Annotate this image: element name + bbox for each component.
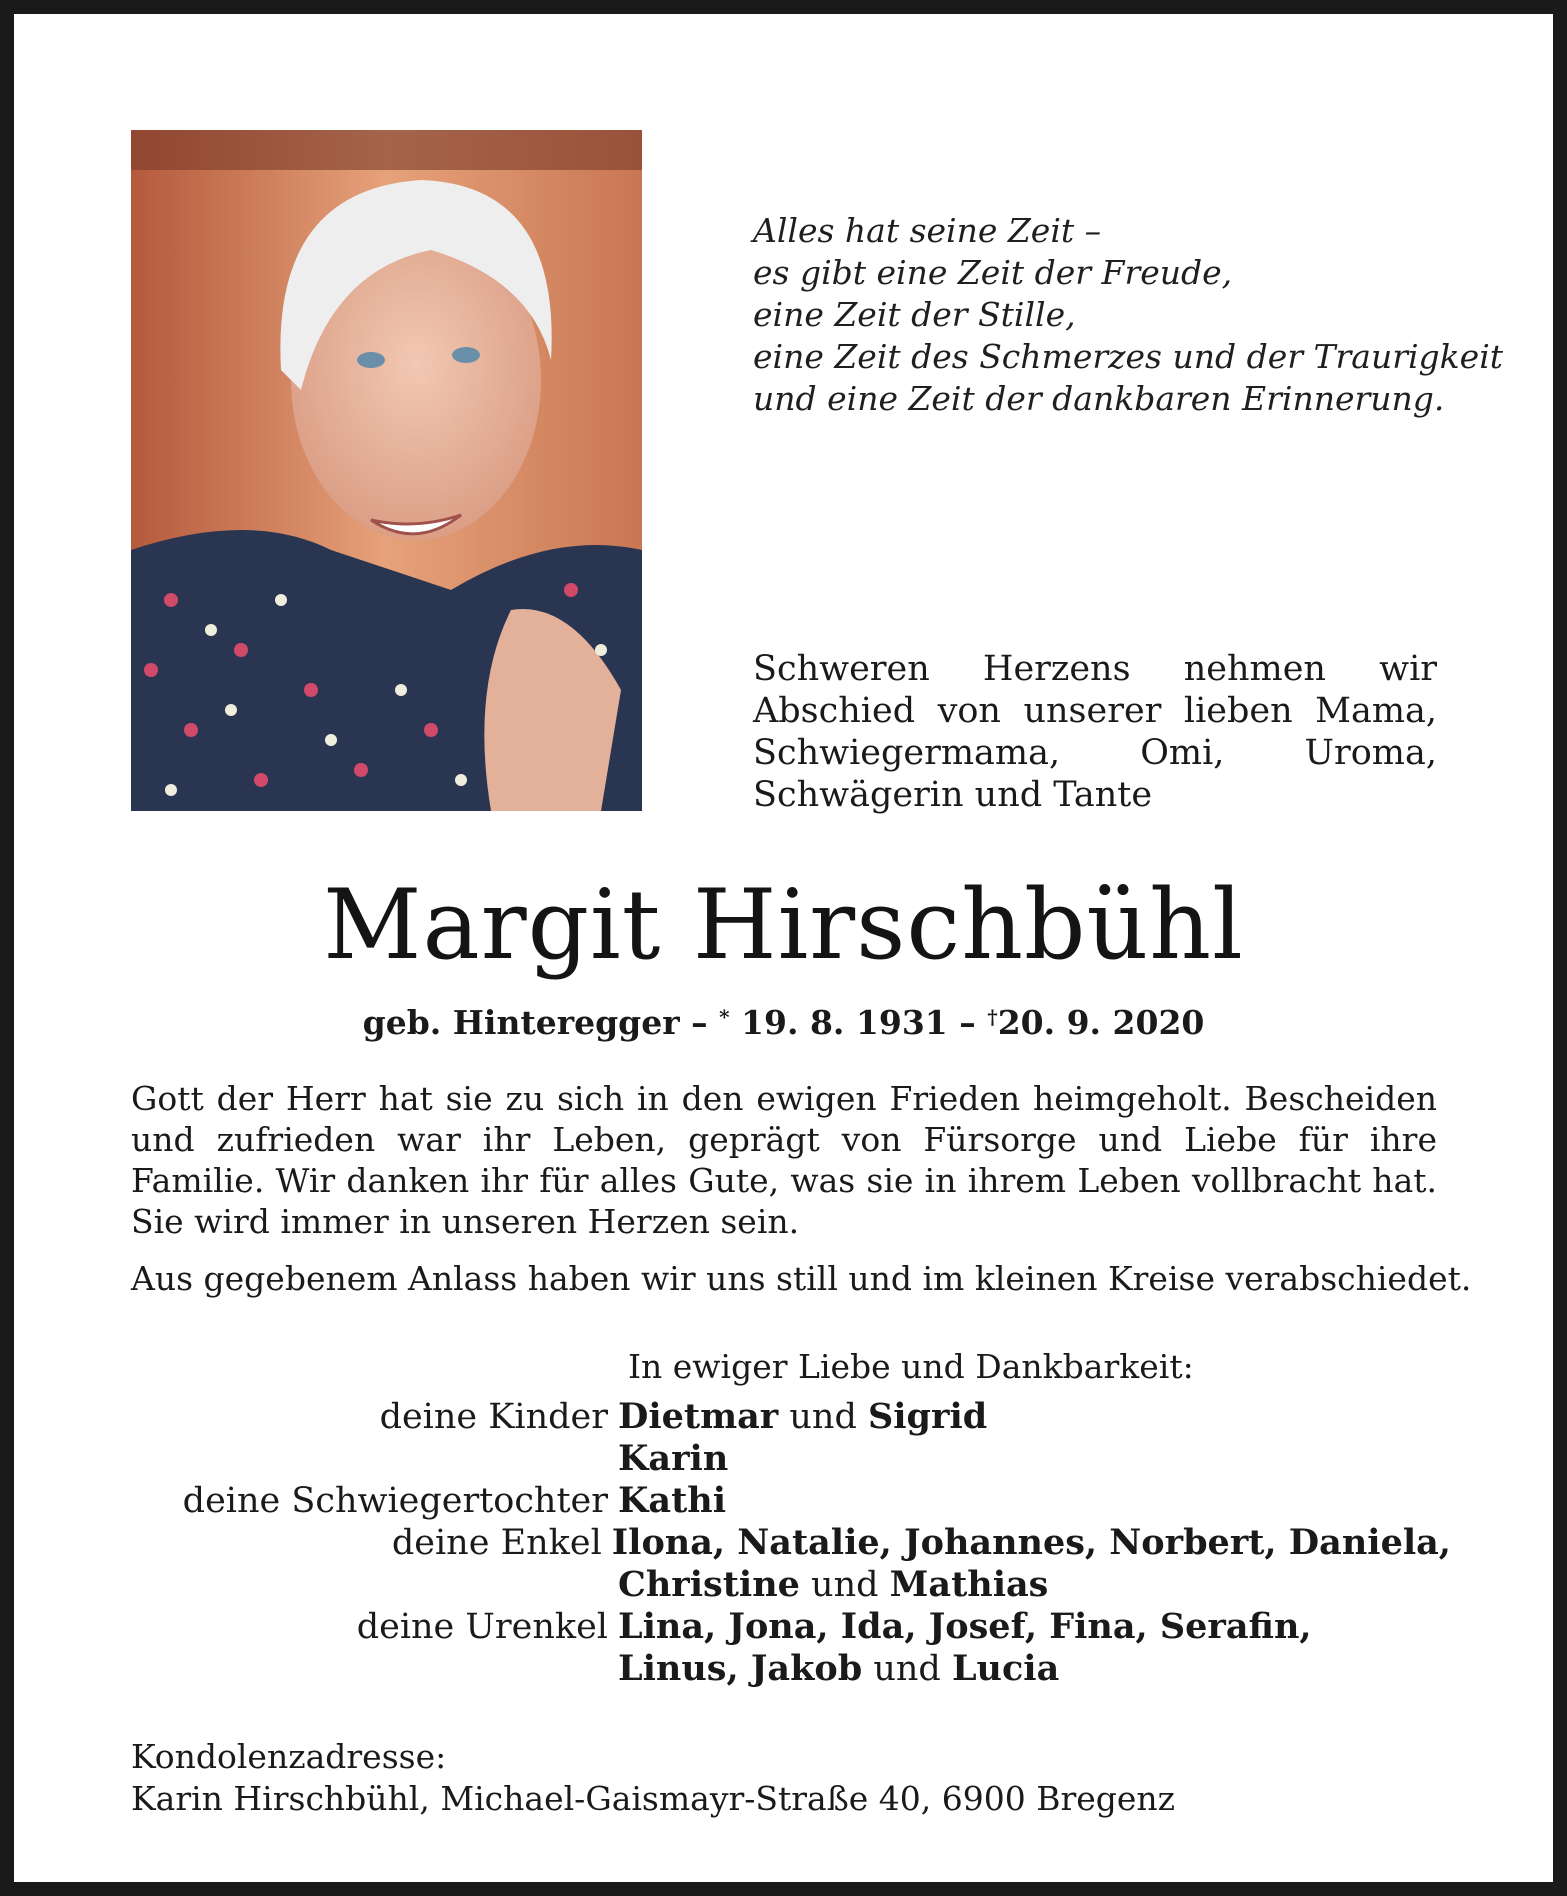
condolence-address [131, 1736, 1175, 1820]
mourner-name: Kathi [618, 1480, 727, 1521]
condolence-label: Kondolenzadresse: [131, 1737, 447, 1776]
relation-label: deine Enkel [391, 1523, 602, 1563]
deceased-name: Margit Hirschbühl [323, 869, 1244, 981]
mourner-row-schwiegertochter [131, 1480, 1451, 1522]
poem-line: eine Zeit der Stille, [753, 295, 1076, 334]
poem-line: Alles hat seine Zeit – [753, 211, 1102, 250]
relation-label: deine Schwiegertochter [182, 1481, 608, 1521]
poem-line: es gibt eine Zeit der Freude, [753, 253, 1233, 292]
poem-line: und eine Zeit der dankbaren Erinnerung. [753, 379, 1445, 418]
farewell-paragraph: Aus gegebenem Anlass haben wir uns still und im kleinen Kreise verabschiedet. [131, 1259, 1472, 1298]
mourner-name: Mathias [889, 1564, 1049, 1605]
relation-label: deine Kinder [379, 1397, 608, 1437]
mourner-name: Karin [618, 1438, 729, 1479]
conjunction: und [799, 1565, 890, 1605]
mourner-name: Linus, Jakob [618, 1648, 863, 1689]
body-paragraph: Gott der Herr hat sie zu sich in den ewigen Frieden heimgeholt. Bescheiden und zufrieden war ihr Leben, geprägt von Fürsorge und Liebe für ihre Familie. Wir danken ihr für alles Gute, was sie in ihrem Leben vollbracht hat. Sie wird immer in unseren Herzen sein. [131, 1079, 1437, 1241]
mourner-name: Lucia [951, 1648, 1060, 1689]
mourners-list [131, 1396, 1451, 1690]
mourner-row-enkel-2 [131, 1564, 1451, 1606]
death-date: 20. 9. 2020 [997, 1003, 1205, 1042]
mourner-row-urenkel [131, 1606, 1451, 1648]
mourner-name: Sigrid [867, 1396, 988, 1437]
conjunction: und [778, 1397, 868, 1437]
portrait-photo [131, 130, 642, 811]
mourner-row-urenkel-2 [131, 1648, 1451, 1690]
mourner-row-kinder-2 [131, 1438, 1451, 1480]
mourner-row-enkel [131, 1522, 1451, 1564]
intro-text: Schweren Herzens nehmen wir Abschied von unserer lieben Mama, Schwiegermama, Omi, Uroma, Schwägerin und Tante [753, 649, 1437, 815]
poem-line: eine Zeit des Schmerzes und der Traurigkeit [753, 337, 1504, 376]
death-symbol: † [987, 1005, 998, 1029]
mourner-name: Lina, Jona, Ida, Josef, Fina, Serafin, [618, 1606, 1312, 1647]
conjunction: und [862, 1649, 952, 1689]
life-dates [0, 995, 1567, 1045]
birth-symbol: * [719, 1005, 730, 1029]
poem [753, 210, 1504, 420]
mourner-row-kinder [131, 1396, 1451, 1438]
condolence-address-line: Karin Hirschbühl, Michael-Gaismayr-Straße 40, 6900 Bregenz [131, 1779, 1176, 1818]
signoff: In ewiger Liebe und Dankbarkeit: [628, 1347, 1194, 1386]
mourner-name: Dietmar [618, 1396, 779, 1437]
mourner-name: Ilona, Natalie, Johannes, Norbert, Daniela, [611, 1522, 1451, 1563]
mourner-name: Christine [618, 1564, 800, 1605]
birth-date: 19. 8. 1931 – [729, 1003, 988, 1042]
maiden-name: geb. Hinteregger – [362, 1003, 720, 1042]
relation-label: deine Urenkel [356, 1607, 608, 1647]
